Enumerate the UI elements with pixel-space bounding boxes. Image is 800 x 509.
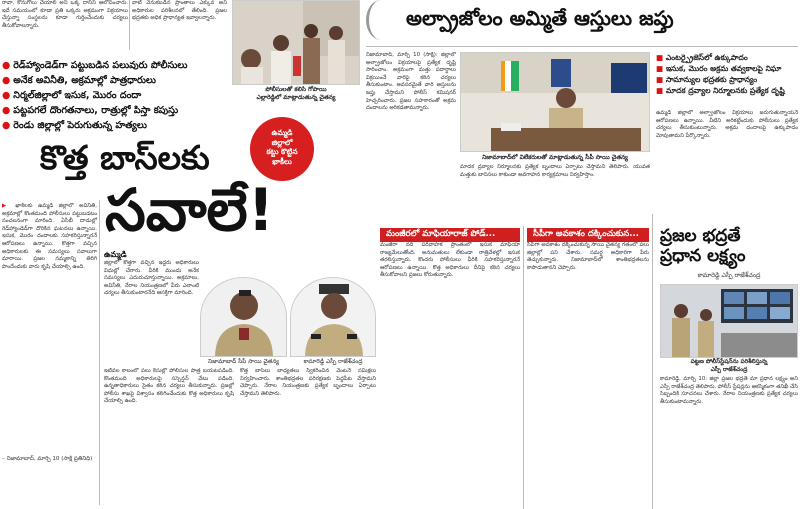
control-room-photo: [660, 284, 798, 358]
top-left-article-col2: వాటి వెనుకబడిన ప్రాంతాలు ఎక్కువ అని అధికారుల పరిశీలనలో తేలింది. ప్రజల భద్రతకు అధిక ప్రాధాన్యత ఇవ్వాలన్నారు.: [132, 0, 227, 22]
ummadi-intro-text: జిల్లాలో కొత్తగా వచ్చిన ఇద్దరు అధికారులు విధుల్లో చేరారు. వీరికి ముందు అనేక సమస్యలు ఎదురుచూస్తున్నాయి. అక్రమాలు, అవినీతి, నేరాల నియంత్రణలో వీరు ఎలాంటి చర్యలు తీసుకుంటారనేది ఆసక్తిగా మారింది.: [104, 260, 199, 297]
group-photo-caption: పోలీసులతో కలిసి గోపాయి ఎల్లారెడ్డిలో మాట్లాడుతున్న చైతన్య: [256, 86, 336, 101]
group-photo-illustration: [233, 1, 360, 85]
right-bullet: ■ మాదక ద్రవ్యాల నిర్మూలనకు ప్రత్యేక దృష్టి: [656, 86, 785, 95]
sp-portrait-caption: కామారెడ్డి ఎస్పీ రాజేశ్‌చంద్ర: [303, 359, 363, 365]
ummadi-label: ఉమ్మడి: [104, 250, 127, 259]
right-headline: అల్ప్రాజోలం అమ్మితే ఆస్తులు జప్తు: [406, 6, 674, 30]
cp-article: సీపీగా అవకాశం దక్కించుకున్న సాయి చైతన్య గతంలో పలు జిల్లాల్లో పని చేశారు. సమర్థ అధికారిగా పేరు తెచ్చుకున్నారు. నిజామాబాద్‌లో శాంతిభద్రతలను కాపాడుతానని చెప్పారు.: [527, 242, 649, 271]
bullet-item: ● అనేక అవినీతి, అక్రమాల్లో పాత్రధారులు: [2, 75, 156, 86]
left-column-article: ▶ ఖాకీలకు ఉమ్మడి జిల్లాలో అవినీతి, అక్రమాల్లో కొంతమంది పోలీసులు పట్టుబడటం సంచలనంగా మారింది. ఏసీబీ దాడుల్లో రెడ్‌హ్యాండెడ్‌గా దొరికిన ఘటనలు ఉన్నాయి. ఇసుక, మొరం దందాలకు సహకరిస్తున్నారనే ఆరోపణలు ఉన్నాయి. కొత్తగా వచ్చిన అధికారులకు ఈ సమస్యలు సవాలుగా మారాయి. ప్రజల నమ్మకాన్ని తిరిగి పొందేందుకు వారు కృషి చేయాల్సి ఉంది.: [2, 203, 97, 270]
bullet-item: ● రెడ్‌హ్యాండెడ్‌గా పట్టుబడిన పలువురు పోలీసులు: [2, 60, 188, 71]
sp-portrait-illustration: [291, 278, 376, 357]
banner-cp: సీపీగా అవకాశం దక్కించుకున...: [527, 228, 649, 242]
bottom-left-article: ఇటీవల కాలంలో పలు కేసుల్లో పోలీసుల పాత్ర బయటపడింది. కొంతమంది అధికారులపై సస్పెన్షన్ వేటు పడింది. ఉన్నతాధికారులు సైతం కఠిన చర్యలు తీసుకున్నారు. ప్రజల్లో పోలీసు శాఖపై విశ్వాసం కలిగించేందుకు కొత్త అధికారులు కృషి చేయాల్సి ఉంది.: [104, 368, 234, 405]
bullet-item: ● నిర్మల్‌జిల్లాలో ఇసుక, మొరం దందా: [2, 90, 142, 101]
main-headline-line1: కొత్త బాస్‌లకు: [40, 138, 210, 177]
bottom-mid-article: కొత్త బాస్‌లు బాధ్యతలు స్వీకరించిన వెంటనే సమీక్షలు నిర్వహించారు. శాంతిభద్రతల పరిరక్షణకు పెద్దపీట వేస్తామని చెప్పారు. నేరాల నియంత్రణకు ప్రత్యేక బృందాలు ఏర్పాటు చేస్తామని తెలిపారు.: [240, 368, 376, 397]
right-bullet-list: [656, 52, 798, 96]
safety-headline: ప్రజల భద్రతే ప్రధాన లక్ష్యం: [660, 226, 746, 266]
left-column-signoff: – నిజామాబాద్, మార్చి 10 (సాక్షి ప్రతినిధి): [2, 456, 93, 462]
headline-swoosh: [366, 0, 396, 40]
bullet-item: ● రెండు జిల్లాల్లో పెరుగుతున్న హత్యలు: [2, 120, 147, 131]
sp-portrait: [290, 277, 376, 357]
group-photo: [232, 0, 360, 85]
manjira-article: మంజీరా నది పరివాహక ప్రాంతంలో ఇసుక మాఫియా రాజ్యమేలుతోంది. అనుమతులు లేకుండా రాత్రివేళల్లో ఇసుక తరలిస్తున్నారు. కొందరు పోలీసులు వీరికి సహకరిస్తున్నారనే ఆరోపణలు ఉన్నాయి. కొత్త అధికారులు దీనిపై కఠిన చర్యలు తీసుకోవాలని ప్రజలు కోరుతున్నారు.: [380, 242, 520, 279]
cp-photo: [460, 52, 650, 152]
cp-article-continuation: మాదక ద్రవ్యాల నిర్మూలనకు ప్రత్యేక బృందాలు ఏర్పాటు చేస్తామని తెలిపారు. యువత మత్తుకు బానిసలు కాకుండా అవగాహన కార్యక్రమాలు నిర్వహిస్తాం.: [460, 164, 650, 178]
right-bullet: ■ సామాన్యుల భద్రతకు ప్రాధాన్యం: [656, 75, 758, 84]
safety-article: కామారెడ్డి, మార్చి 10: జిల్లా ప్రజల భద్రతే మా ప్రధాన లక్ష్యం అని ఎస్పీ రాజేశ్‌చంద్ర తెలిపారు. పోలీస్ స్టేషన్లను ఆకస్మికంగా తనిఖీ చేసి సిబ్బందికి సూచనలు చేశారు. నేరాల నియంత్రణకు ప్రత్యేక చర్యలు తీసుకుంటామన్నారు.: [660, 376, 798, 405]
cp-photo-illustration: [461, 53, 650, 152]
right-bullet: ■ ఎంటర్ప్రైజెస్‌లో ఉక్కుపాదం: [656, 53, 748, 62]
safety-byline: కామారెడ్డి ఎస్పీ రాజేశ్‌చంద్ర: [697, 272, 761, 279]
cp-portrait: [200, 277, 287, 357]
cp-portrait-illustration: [201, 278, 287, 357]
mid-article-text: నిజామాబాద్, మార్చి 10 (సాక్షి): జిల్లాలో అల్ప్రాజోలం విక్రయాలపై ప్రత్యేక దృష్టి సారించాం. అక్రమంగా మత్తు పదార్థాలు విక్రయించే వారిపై కఠిన చర్యలు తీసుకుంటాం. అవసరమైతే వారి ఆస్తులను జప్తు చేస్తామని పోలీస్ కమిషనర్ హెచ్చరించారు. ప్రజల సహకారంతో అక్రమ దందాలను అరికడతామన్నారు.: [366, 52, 456, 112]
right-bullet: ■ ఇసుక, మొరం అక్రమ తవ్వకాలపై నిఘా: [656, 64, 782, 73]
top-left-article-col1: రావా, కొనుగోలు చేయాలి అని ఒక్క దానిని ఆలోచించారు. ఇదే సమయంలో కూడా ప్రతి ఒక్కరు అక్రమంగా విక్రయాలు చేస్తున్నా సంస్థలను కూడా గుర్తించేందుకు చర్యలు తీసుకోవాలన్నారు.: [2, 0, 128, 29]
control-room-caption: పట్టణ పోలీస్‌స్టేషన్‌ను పరిశీలిస్తున్న ఎస్పీ రాజేశ్‌చంద్ర: [690, 359, 768, 373]
bullet-list-left: [2, 60, 237, 135]
banner-manjira: మంజీరలో మాఫియారాజ్ పోడ్...: [380, 228, 520, 242]
cp-photo-caption: నిజామాబాద్‌లో విలేకరులతో మాట్లాడుతున్న సీపీ సాయి చైతన్య: [482, 154, 628, 161]
left-column-lead: ▶: [2, 203, 16, 209]
bullet-item: ● పట్టపగలే దొంగతనాలు, రాత్రుల్లో పిస్తా కపుస్తు: [2, 105, 179, 116]
main-headline-line2: సవాలే!: [105, 176, 275, 244]
right-sidebar-text: ఉమ్మడి జిల్లాలో అల్ప్రాజోలం విక్రయాలు జరుగుతున్నాయనే ఆరోపణలు ఉన్నాయి. వీటిని అరికట్టేందుకు పోలీసులు ప్రత్యేక చర్యలు తీసుకుంటున్నారు. అక్రమ దందాలపై ఉక్కుపాదం మోపుతామని పేర్కొన్నారు.: [656, 110, 798, 139]
khakilu-badge: ఉమ్మడి జిల్లాలో కట్టు కొట్టిన ఖాకీలు: [250, 117, 314, 181]
control-room-illustration: [661, 285, 798, 358]
cp-portrait-caption: నిజామాబాద్ సీపీ సాయి చైతన్య: [208, 359, 279, 365]
right-headline-banner: [366, 0, 798, 44]
